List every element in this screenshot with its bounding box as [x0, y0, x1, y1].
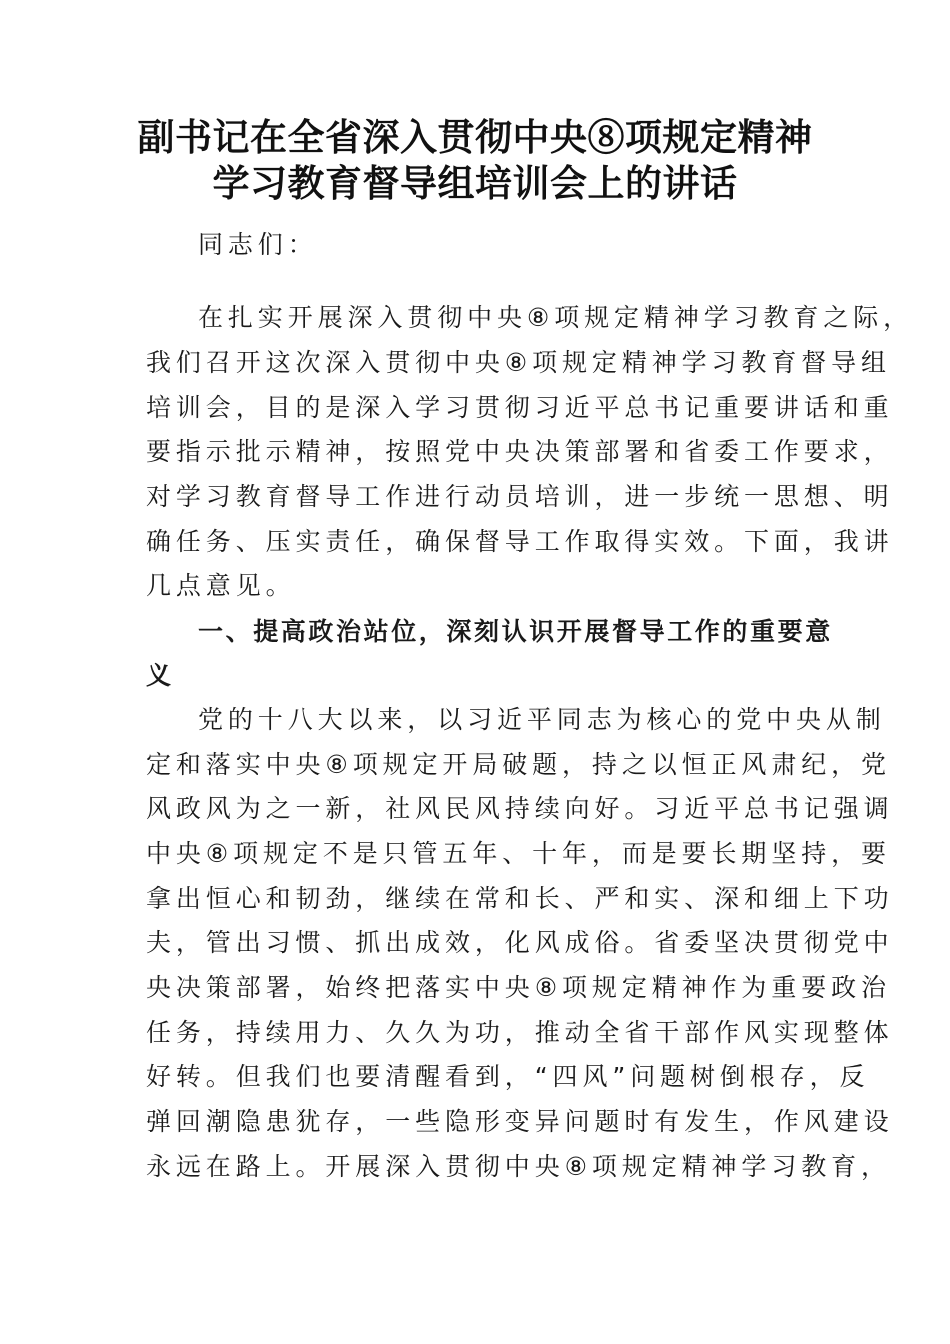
paragraph-1-line: 确任务、压实责任，确保督导工作取得实效。下面，我讲 — [146, 527, 894, 556]
paragraph-2-line: 弹回潮隐患犹存，一些隐形变异问题时有发生，作风建设 — [146, 1107, 894, 1136]
paragraph-1-line: 培训会，目的是深入学习贯彻习近平总书记重要讲话和重 — [146, 393, 894, 422]
salutation: 同志们： — [198, 230, 318, 259]
document-title-line-1: 副书记在全省深入贯彻中央⑧项规定精神 — [137, 115, 813, 159]
paragraph-2-line: 风政风为之一新，社风民风持续向好。习近平总书记强调 — [146, 794, 894, 823]
paragraph-1-line: 要指示批示精神，按照党中央决策部署和省委工作要求， — [146, 437, 894, 466]
document-title-line-2: 学习教育督导组培训会上的讲话 — [212, 161, 738, 205]
paragraph-2-line: 拿出恒心和韧劲，继续在常和长、严和实、深和细上下功 — [146, 884, 894, 913]
paragraph-2-line: 定和落实中央⑧项规定开局破题，持之以恒正风肃纪，党 — [146, 750, 891, 779]
paragraph-2-line: 永远在路上。开展深入贯彻中央⑧项规定精神学习教育， — [146, 1152, 891, 1181]
paragraph-2-line: 中央⑧项规定不是只管五年、十年，而是要长期坚持，要 — [146, 839, 891, 868]
paragraph-1-line: 在扎实开展深入贯彻中央⑧项规定精神学习教育之际， — [198, 303, 914, 332]
paragraph-2-line: 央决策部署，始终把落实中央⑧项规定精神作为重要政治 — [146, 973, 891, 1002]
paragraph-2-line: 任务，持续用力、久久为功，推动全省干部作风实现整体 — [146, 1018, 894, 1047]
paragraph-2-line: 夫，管出习惯、抓出成效，化风成俗。省委坚决贯彻党中 — [146, 928, 894, 957]
section-1-heading-line: 一、提高政治站位，深刻认识开展督导工作的重要意 — [198, 617, 833, 646]
paragraph-1-line: 几点意见。 — [146, 571, 296, 600]
section-1-heading-line: 义 — [146, 661, 174, 690]
paragraph-1-line: 我们召开这次深入贯彻中央⑧项规定精神学习教育督导组 — [146, 348, 891, 377]
paragraph-1-line: 对学习教育督导工作进行动员培训，进一步统一思想、明 — [146, 482, 894, 511]
paragraph-2-line: 党的十八大以来，以习近平同志为核心的党中央从制 — [198, 705, 886, 734]
paragraph-2-line: 好转。但我们也要清醒看到，“四风”问题树倒根存，反 — [146, 1062, 870, 1091]
